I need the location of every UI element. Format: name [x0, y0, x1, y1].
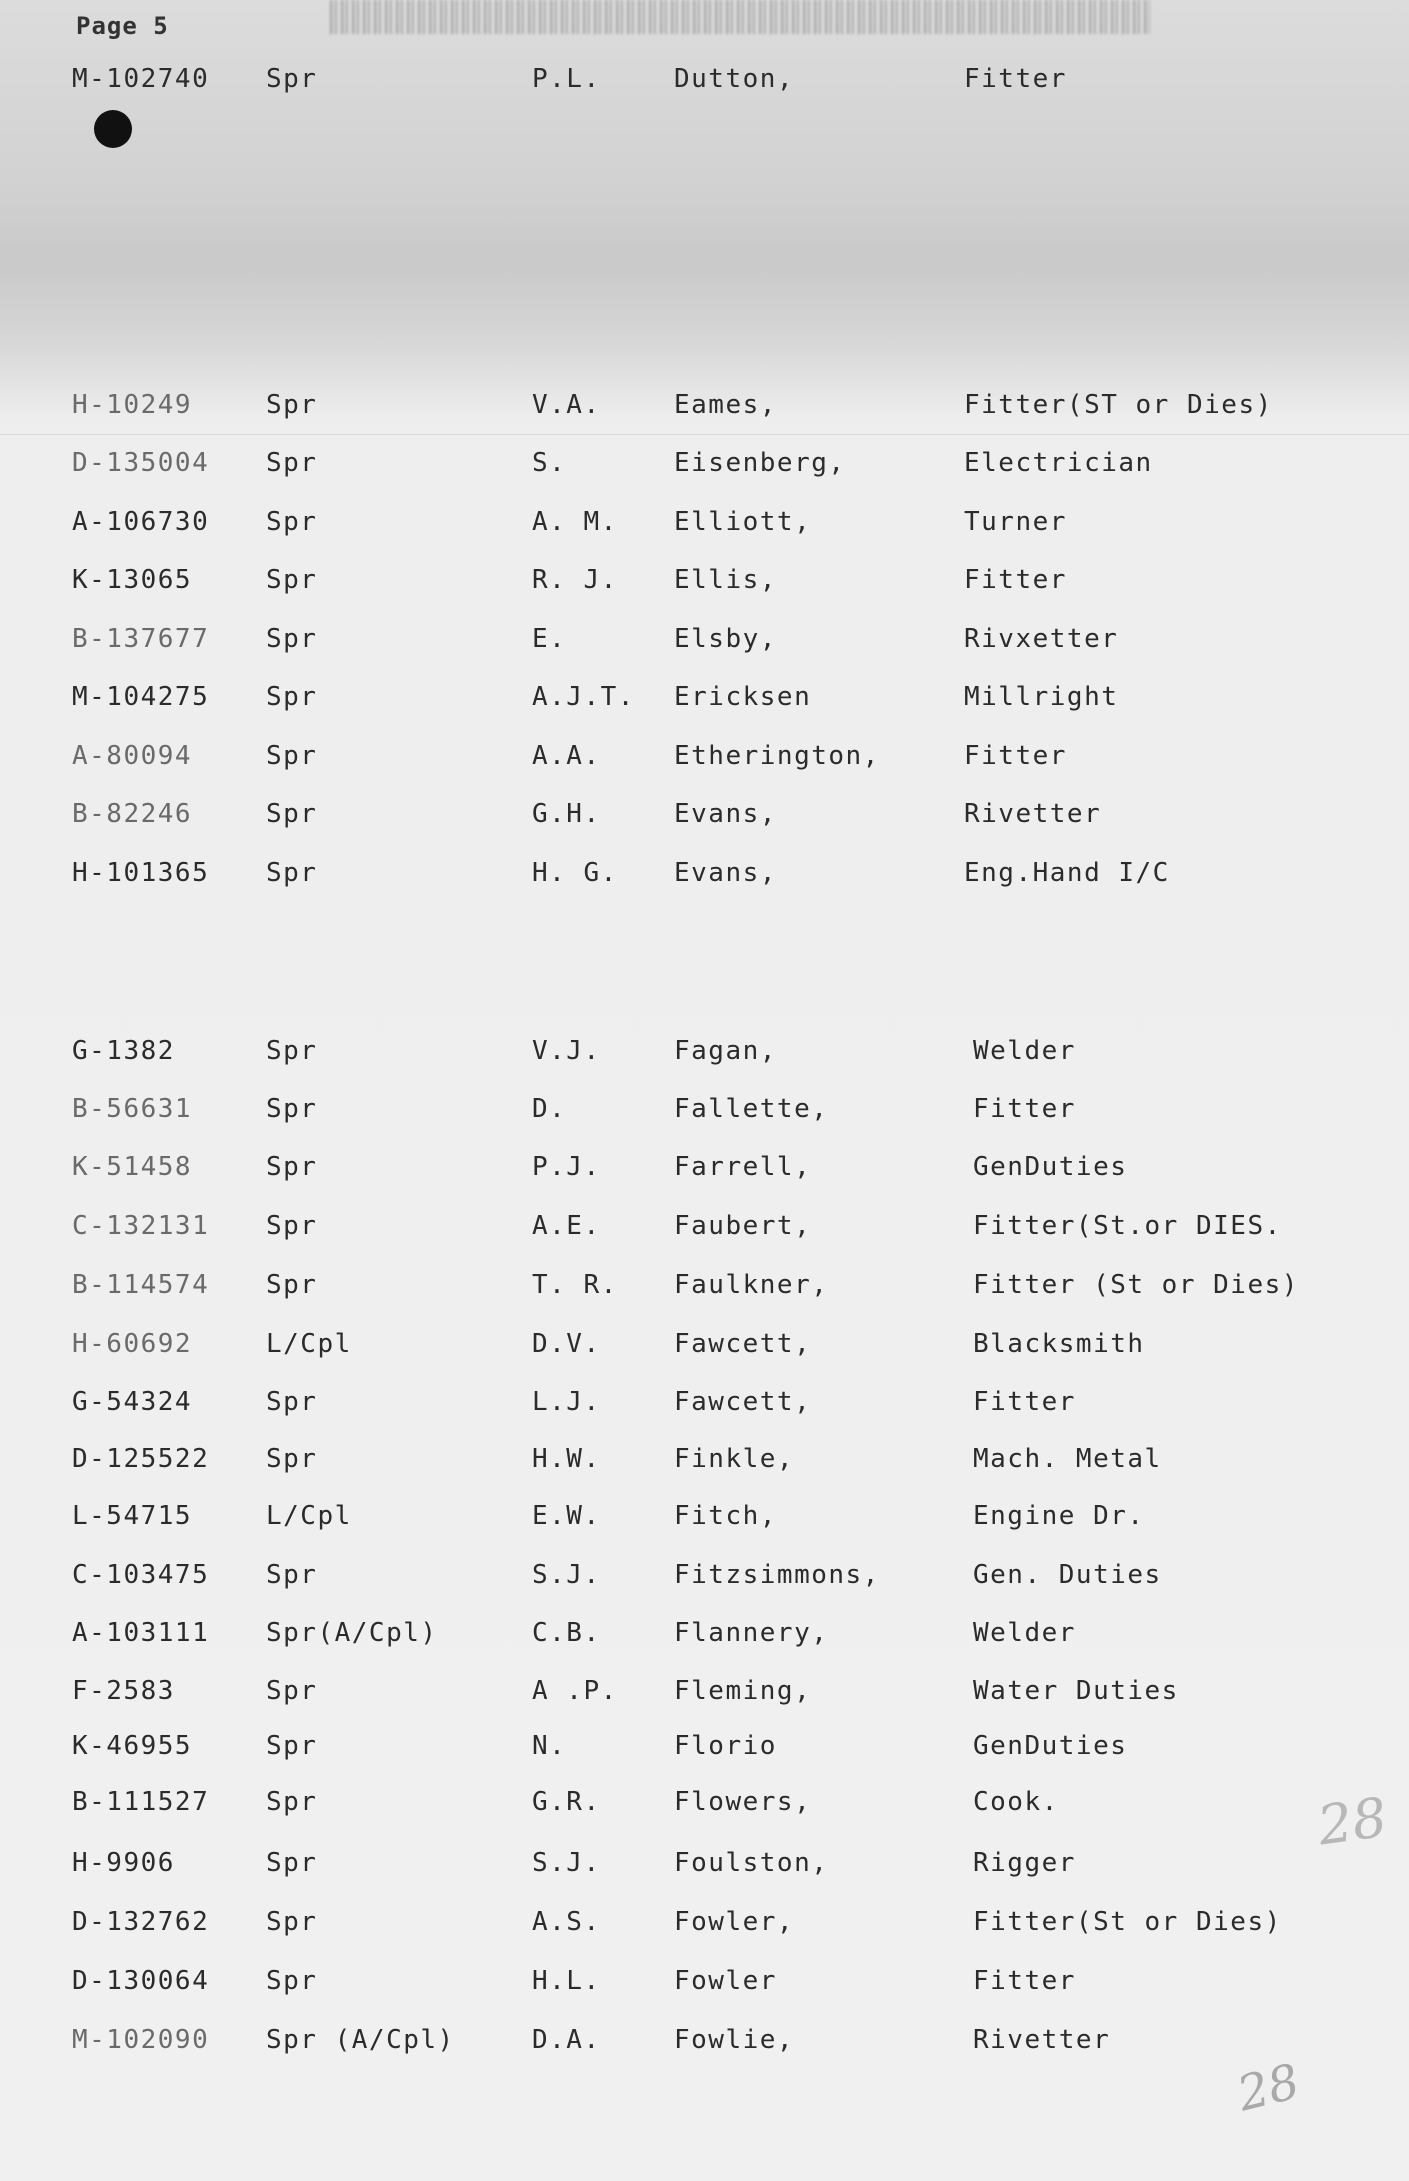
table-row	[0, 799, 1409, 839]
table-row	[0, 2025, 1409, 2065]
table-row	[0, 682, 1409, 722]
rank: Spr	[266, 1731, 318, 1761]
service-number: A-80094	[72, 741, 193, 771]
initials: H. G.	[532, 858, 618, 888]
surname: Fawcett,	[674, 1329, 812, 1359]
trade: Millright	[964, 682, 1119, 712]
initials: H.L.	[532, 1966, 601, 1996]
surname: Fawcett,	[674, 1387, 812, 1417]
rank: Spr	[266, 565, 318, 595]
rank: Spr	[266, 1560, 318, 1590]
trade: Fitter(St.or DIES.	[973, 1211, 1282, 1241]
service-number: K-46955	[72, 1731, 193, 1761]
rank: Spr	[266, 1094, 318, 1124]
surname: Fallette,	[674, 1094, 829, 1124]
rank: Spr	[266, 1270, 318, 1300]
service-number: D-135004	[72, 448, 210, 478]
rank: Spr	[266, 682, 318, 712]
rank: Spr	[266, 507, 318, 537]
initials: G.H.	[532, 799, 601, 829]
initials: A.A.	[532, 741, 601, 771]
page-label: Page 5	[76, 12, 169, 40]
trade: GenDuties	[973, 1731, 1128, 1761]
initials: A.E.	[532, 1211, 601, 1241]
table-row	[0, 1270, 1409, 1310]
service-number: D-125522	[72, 1444, 210, 1474]
trade: Welder	[973, 1036, 1076, 1066]
initials: T. R.	[532, 1270, 618, 1300]
initials: C.B.	[532, 1618, 601, 1648]
table-row	[0, 1907, 1409, 1947]
service-number: F-2583	[72, 1676, 175, 1706]
surname: Eisenberg,	[674, 448, 846, 478]
trade: Fitter	[973, 1387, 1076, 1417]
table-row	[0, 390, 1409, 430]
table-row	[0, 1618, 1409, 1658]
service-number: A-106730	[72, 507, 210, 537]
table-row	[0, 1329, 1409, 1369]
surname: Etherington,	[674, 741, 880, 771]
service-number: L-54715	[72, 1501, 193, 1531]
surname: Finkle,	[674, 1444, 795, 1474]
initials: P.L.	[532, 64, 601, 94]
rank: Spr	[266, 64, 318, 94]
table-row	[0, 1848, 1409, 1888]
table-row	[0, 1444, 1409, 1484]
initials: H.W.	[532, 1444, 601, 1474]
trade: Rivetter	[964, 799, 1102, 829]
trade: Fitter (St or Dies)	[973, 1270, 1299, 1300]
surname: Fowler	[674, 1966, 777, 1996]
initials: D.A.	[532, 2025, 601, 2055]
table-row	[0, 1787, 1409, 1827]
service-number: K-13065	[72, 565, 193, 595]
trade: Fitter(St or Dies)	[973, 1907, 1282, 1937]
trade: Fitter	[964, 64, 1067, 94]
service-number: G-54324	[72, 1387, 193, 1417]
trade: Mach. Metal	[973, 1444, 1162, 1474]
surname: Ellis,	[674, 565, 777, 595]
service-number: C-132131	[72, 1211, 210, 1241]
pencil-page-number: 28	[1313, 1785, 1391, 1858]
table-row	[0, 1966, 1409, 2006]
initials: S.	[532, 448, 567, 478]
trade: Fitter	[964, 565, 1067, 595]
service-number: H-10249	[72, 390, 193, 420]
trade: Fitter(ST or Dies)	[964, 390, 1273, 420]
initials: E.W.	[532, 1501, 601, 1531]
service-number: M-102090	[72, 2025, 210, 2055]
initials: V.J.	[532, 1036, 601, 1066]
trade: Fitter	[973, 1966, 1076, 1996]
rank: Spr	[266, 1787, 318, 1817]
initials: A .P.	[532, 1676, 618, 1706]
service-number: H-101365	[72, 858, 210, 888]
surname: Elliott,	[674, 507, 812, 537]
rank: Spr	[266, 1152, 318, 1182]
surname: Faulkner,	[674, 1270, 829, 1300]
initials: R. J.	[532, 565, 618, 595]
service-number: B-82246	[72, 799, 193, 829]
surname: Eames,	[674, 390, 777, 420]
surname: Fowler,	[674, 1907, 795, 1937]
rank: Spr	[266, 1211, 318, 1241]
initials: A. M.	[532, 507, 618, 537]
punch-hole	[94, 110, 132, 148]
table-row	[0, 565, 1409, 605]
rank: Spr	[266, 1036, 318, 1066]
table-row	[0, 1560, 1409, 1600]
trade: Eng.Hand I/C	[964, 858, 1170, 888]
surname: Fagan,	[674, 1036, 777, 1066]
rank: Spr	[266, 1907, 318, 1937]
initials: L.J.	[532, 1387, 601, 1417]
table-row	[0, 64, 1409, 104]
service-number: M-102740	[72, 64, 210, 94]
trade: Water Duties	[973, 1676, 1179, 1706]
surname: Farrell,	[674, 1152, 812, 1182]
trade: Rivetter	[973, 2025, 1111, 2055]
table-row	[0, 1036, 1409, 1076]
rank: Spr (A/Cpl)	[266, 2025, 455, 2055]
table-row	[0, 1676, 1409, 1716]
table-row	[0, 1211, 1409, 1251]
surname: Foulston,	[674, 1848, 829, 1878]
trade: Fitter	[973, 1094, 1076, 1124]
surname: Fitch,	[674, 1501, 777, 1531]
trade: Cook.	[973, 1787, 1059, 1817]
service-number: H-9906	[72, 1848, 175, 1878]
service-number: G-1382	[72, 1036, 175, 1066]
initials: D.V.	[532, 1329, 601, 1359]
trade: Fitter	[964, 741, 1067, 771]
initials: A.J.T.	[532, 682, 635, 712]
trade: Rivxetter	[964, 624, 1119, 654]
surname: Dutton,	[674, 64, 795, 94]
rank: Spr	[266, 1676, 318, 1706]
fold-line	[0, 434, 1409, 435]
top-ink-smudge	[330, 0, 1150, 34]
rank: L/Cpl	[266, 1501, 352, 1531]
surname: Evans,	[674, 858, 777, 888]
table-row	[0, 741, 1409, 781]
rank: L/Cpl	[266, 1329, 352, 1359]
initials: V.A.	[532, 390, 601, 420]
table-row	[0, 1731, 1409, 1771]
service-number: B-111527	[72, 1787, 210, 1817]
rank: Spr	[266, 448, 318, 478]
initials: N.	[532, 1731, 567, 1761]
rank: Spr	[266, 858, 318, 888]
table-row	[0, 858, 1409, 898]
service-number: A-103111	[72, 1618, 210, 1648]
table-row	[0, 1152, 1409, 1192]
table-row	[0, 507, 1409, 547]
rank: Spr	[266, 1966, 318, 1996]
rank: Spr	[266, 1387, 318, 1417]
surname: Evans,	[674, 799, 777, 829]
initials: G.R.	[532, 1787, 601, 1817]
surname: Flowers,	[674, 1787, 812, 1817]
trade: Engine Dr.	[973, 1501, 1145, 1531]
surname: Elsby,	[674, 624, 777, 654]
surname: Fleming,	[674, 1676, 812, 1706]
service-number: B-56631	[72, 1094, 193, 1124]
surname: Florio	[674, 1731, 777, 1761]
initials: D.	[532, 1094, 567, 1124]
surname: Flannery,	[674, 1618, 829, 1648]
pencil-page-number: 28	[1232, 2053, 1305, 2123]
table-row	[0, 448, 1409, 488]
initials: P.J.	[532, 1152, 601, 1182]
initials: S.J.	[532, 1848, 601, 1878]
trade: Electrician	[964, 448, 1153, 478]
rank: Spr	[266, 390, 318, 420]
initials: A.S.	[532, 1907, 601, 1937]
rank: Spr(A/Cpl)	[266, 1618, 438, 1648]
rank: Spr	[266, 1444, 318, 1474]
table-row	[0, 1501, 1409, 1541]
table-row	[0, 1094, 1409, 1134]
service-number: B-114574	[72, 1270, 210, 1300]
surname: Fowlie,	[674, 2025, 795, 2055]
service-number: C-103475	[72, 1560, 210, 1590]
rank: Spr	[266, 741, 318, 771]
service-number: D-130064	[72, 1966, 210, 1996]
trade: GenDuties	[973, 1152, 1128, 1182]
initials: S.J.	[532, 1560, 601, 1590]
rank: Spr	[266, 624, 318, 654]
trade: Gen. Duties	[973, 1560, 1162, 1590]
initials: E.	[532, 624, 567, 654]
surname: Ericksen	[674, 682, 812, 712]
service-number: K-51458	[72, 1152, 193, 1182]
table-row	[0, 624, 1409, 664]
surname: Fitzsimmons,	[674, 1560, 880, 1590]
table-row	[0, 1387, 1409, 1427]
rank: Spr	[266, 799, 318, 829]
rank: Spr	[266, 1848, 318, 1878]
service-number: D-132762	[72, 1907, 210, 1937]
surname: Faubert,	[674, 1211, 812, 1241]
service-number: M-104275	[72, 682, 210, 712]
service-number: B-137677	[72, 624, 210, 654]
trade: Blacksmith	[973, 1329, 1145, 1359]
service-number: H-60692	[72, 1329, 193, 1359]
trade: Welder	[973, 1618, 1076, 1648]
trade: Turner	[964, 507, 1067, 537]
trade: Rigger	[973, 1848, 1076, 1878]
